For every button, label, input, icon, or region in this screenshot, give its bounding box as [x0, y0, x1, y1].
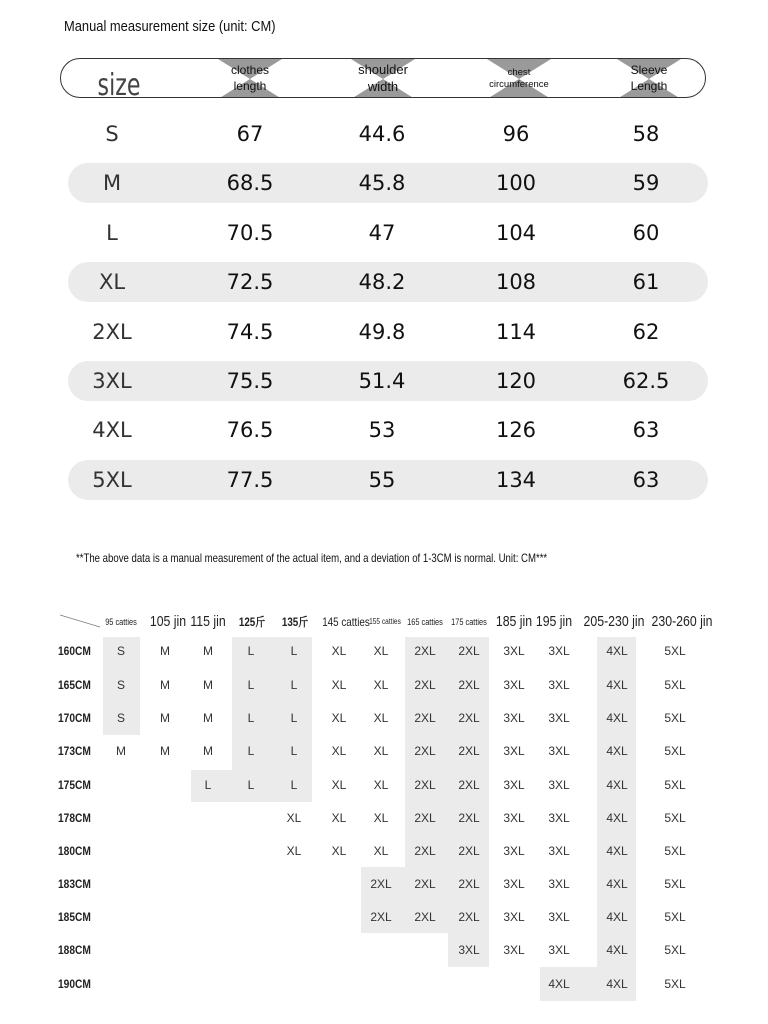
grid-size-cell: 3XL: [503, 711, 525, 725]
grid-size-cell: 2XL: [414, 844, 436, 858]
grid-size-cell: M: [203, 644, 213, 658]
header-underline: [147, 97, 687, 98]
height-label: 178CM: [58, 811, 91, 825]
grid-size-cell: L: [290, 678, 298, 692]
measurement-cell-sleeve: 60: [632, 220, 660, 245]
grid-size-cell: 2XL: [370, 877, 392, 891]
grid-size-cell: 3XL: [503, 678, 525, 692]
grid-size-cell: 2XL: [414, 678, 436, 692]
measurement-cell-sleeve: 63: [632, 418, 660, 443]
grid-size-cell: 5XL: [664, 811, 686, 825]
height-label: 188CM: [58, 943, 91, 957]
grid-size-cell: 2XL: [458, 678, 480, 692]
grid-size-cell: 4XL: [548, 977, 570, 991]
measurement-cell-sleeve: 59: [632, 171, 660, 196]
measurement-cell-size: S: [105, 122, 119, 146]
grid-size-cell: 5XL: [664, 744, 686, 758]
grid-size-cell: 2XL: [458, 644, 480, 658]
header-clothes-length-line1: clothes: [230, 63, 270, 78]
grid-size-cell: XL: [331, 644, 347, 658]
weight-header: 105 jin: [149, 613, 187, 630]
measurement-cell-length: 68.5: [226, 171, 274, 196]
measurement-cell-shoulder: 49.8: [358, 319, 406, 344]
measurement-cell-shoulder: 53: [368, 418, 396, 443]
grid-size-cell: M: [160, 711, 170, 725]
weight-header: 135斤: [281, 615, 309, 629]
grid-size-cell: 2XL: [414, 778, 436, 792]
measurement-cell-sleeve: 62.5: [622, 369, 670, 393]
grid-size-cell: 4XL: [606, 811, 628, 825]
grid-size-cell: L: [247, 778, 255, 792]
grid-size-cell: M: [160, 678, 170, 692]
measurement-cell-size: L: [106, 220, 118, 245]
grid-size-cell: XL: [373, 844, 389, 858]
measurement-cell-sleeve: 61: [632, 270, 660, 295]
measurement-cell-sleeve: 58: [632, 122, 660, 146]
grid-size-cell: M: [203, 678, 213, 692]
header-sleeve-line1: Sleeve: [630, 63, 668, 78]
header-sleeve-length: [609, 59, 689, 98]
grid-size-cell: M: [160, 644, 170, 658]
measurement-cell-chest: 100: [495, 171, 537, 196]
grid-size-cell: S: [116, 644, 125, 658]
header-sleeve-line2: Length: [630, 79, 668, 93]
height-label: 160CM: [58, 644, 91, 658]
grid-size-cell: 3XL: [548, 778, 570, 792]
measurement-cell-chest: 104: [495, 220, 537, 245]
measurement-row: [68, 114, 708, 154]
measurement-cell-length: 70.5: [226, 220, 274, 245]
grid-size-cell: 4XL: [606, 910, 628, 924]
measurement-row: [68, 163, 708, 203]
grid-size-cell: M: [203, 711, 213, 725]
grid-size-cell: 2XL: [458, 844, 480, 858]
grid-size-cell: 2XL: [458, 778, 480, 792]
weight-header: 185 jin: [495, 613, 533, 630]
grid-size-cell: 3XL: [503, 811, 525, 825]
grid-size-cell: 4XL: [606, 778, 628, 792]
grid-size-cell: XL: [373, 778, 389, 792]
grid-size-cell: 5XL: [664, 711, 686, 725]
grid-size-cell: 3XL: [503, 877, 525, 891]
grid-size-cell: 3XL: [503, 943, 525, 957]
measurement-row: [68, 410, 708, 450]
grid-size-cell: 3XL: [503, 644, 525, 658]
grid-size-cell: 3XL: [503, 778, 525, 792]
grid-size-cell: 5XL: [664, 943, 686, 957]
weight-header: 115 jin: [190, 613, 226, 630]
grid-size-cell: 3XL: [548, 644, 570, 658]
weight-header: 165 catties: [407, 617, 443, 627]
grid-size-cell: XL: [331, 811, 347, 825]
grid-size-cell: XL: [373, 678, 389, 692]
weight-header: 205-230 jin: [583, 613, 645, 630]
height-label: 190CM: [58, 977, 91, 991]
measurement-note: **The above data is a manual measurement of the actual item, and a deviation of 1-3CM is normal. Unit: CM***: [76, 551, 548, 565]
grid-size-cell: XL: [331, 711, 347, 725]
grid-size-cell: 3XL: [548, 744, 570, 758]
grid-size-cell: 4XL: [606, 744, 628, 758]
grid-size-cell: XL: [331, 744, 347, 758]
grid-size-cell: 3XL: [503, 910, 525, 924]
weight-header: 125斤: [238, 615, 266, 629]
grid-size-cell: XL: [331, 778, 347, 792]
measurement-cell-shoulder: 47: [368, 220, 396, 245]
page-title: Manual measurement size (unit: CM): [64, 18, 276, 35]
grid-size-cell: 5XL: [664, 977, 686, 991]
grid-size-cell: 2XL: [414, 711, 436, 725]
grid-size-cell: L: [204, 778, 212, 792]
measurement-cell-shoulder: 45.8: [358, 171, 406, 196]
grid-size-cell: L: [247, 711, 255, 725]
measurement-cell-length: 75.5: [226, 369, 274, 393]
height-label: 185CM: [58, 910, 91, 924]
grid-size-cell: XL: [373, 811, 389, 825]
grid-size-cell: L: [247, 744, 255, 758]
grid-size-cell: 5XL: [664, 844, 686, 858]
grid-size-cell: 3XL: [548, 678, 570, 692]
grid-size-cell: XL: [373, 644, 389, 658]
height-label: 170CM: [58, 711, 91, 725]
height-label: 165CM: [58, 678, 91, 692]
grid-size-cell: 2XL: [370, 910, 392, 924]
grid-size-cell: 2XL: [414, 877, 436, 891]
weight-header: 175 catties: [451, 617, 487, 627]
measurement-cell-size: 5XL: [92, 467, 132, 492]
grid-size-cell: 3XL: [503, 744, 525, 758]
measurement-row: [68, 312, 708, 352]
grid-size-cell: XL: [373, 744, 389, 758]
height-label: 183CM: [58, 877, 91, 891]
size-table-header: [60, 58, 706, 98]
measurement-cell-chest: 108: [495, 270, 537, 295]
measurement-row: [68, 262, 708, 302]
header-clothes-length: [210, 59, 290, 98]
measurement-cell-length: 74.5: [226, 319, 274, 344]
grid-size-cell: XL: [331, 844, 347, 858]
grid-size-cell: 5XL: [664, 678, 686, 692]
grid-size-cell: 4XL: [606, 877, 628, 891]
measurement-cell-size: 4XL: [92, 418, 132, 443]
grid-size-cell: 5XL: [664, 644, 686, 658]
grid-size-cell: XL: [331, 678, 347, 692]
header-shoulder-width: [343, 59, 423, 98]
measurement-cell-size: 2XL: [92, 319, 132, 344]
grid-size-cell: 5XL: [664, 877, 686, 891]
header-shoulder-width-line1: shoulder: [358, 62, 408, 78]
measurement-cell-size: XL: [98, 270, 126, 295]
measurement-cell-shoulder: 51.4: [358, 369, 406, 393]
grid-size-cell: M: [160, 744, 170, 758]
grid-size-cell: 4XL: [606, 844, 628, 858]
grid-size-cell: 2XL: [414, 744, 436, 758]
measurement-cell-chest: 114: [495, 319, 537, 344]
grid-size-cell: 2XL: [458, 910, 480, 924]
measurement-cell-sleeve: 62: [632, 319, 660, 344]
grid-size-cell: L: [290, 744, 298, 758]
measurement-cell-sleeve: 63: [632, 467, 660, 492]
grid-size-cell: 2XL: [458, 711, 480, 725]
measurement-cell-length: 77.5: [226, 467, 274, 492]
measurement-cell-shoulder: 48.2: [358, 270, 406, 295]
grid-size-cell: L: [247, 644, 255, 658]
measurement-cell-length: 76.5: [226, 418, 274, 443]
grid-size-cell: 5XL: [664, 778, 686, 792]
measurement-row: [68, 361, 708, 401]
grid-size-cell: L: [290, 644, 298, 658]
grid-size-cell: 3XL: [548, 711, 570, 725]
grid-size-cell: 3XL: [548, 811, 570, 825]
header-chest-line2: circumference: [489, 79, 549, 90]
grid-size-cell: 3XL: [458, 943, 480, 957]
weight-header: 95 catties: [105, 617, 137, 627]
grid-size-cell: XL: [286, 811, 302, 825]
grid-size-cell: 5XL: [664, 910, 686, 924]
measurement-cell-chest: 96: [502, 122, 530, 146]
weight-header: 195 jin: [535, 613, 573, 630]
grid-size-cell: 3XL: [503, 844, 525, 858]
measurement-cell-size: 3XL: [92, 369, 132, 393]
weight-header: 230-260 jin: [651, 613, 713, 630]
grid-size-cell: 4XL: [606, 644, 628, 658]
grid-size-cell: M: [203, 744, 213, 758]
grid-size-cell: 2XL: [414, 811, 436, 825]
grid-size-cell: L: [290, 711, 298, 725]
weight-header: 145 catties: [322, 615, 370, 629]
grid-size-cell: L: [247, 678, 255, 692]
header-size: size: [97, 67, 141, 98]
grid-size-cell: 2XL: [458, 877, 480, 891]
grid-size-cell: 3XL: [548, 910, 570, 924]
height-label: 175CM: [58, 778, 91, 792]
grid-size-cell: XL: [286, 844, 302, 858]
measurement-cell-shoulder: 55: [368, 467, 396, 492]
header-clothes-length-line2: length: [233, 79, 267, 93]
measurement-row: [68, 460, 708, 500]
grid-size-cell: 2XL: [458, 811, 480, 825]
measurement-cell-chest: 126: [495, 418, 537, 443]
measurement-cell-chest: 134: [495, 467, 537, 492]
weight-header: 155 catties: [369, 617, 401, 626]
grid-size-cell: 2XL: [414, 644, 436, 658]
measurement-cell-chest: 120: [495, 369, 537, 393]
measurement-cell-length: 67: [236, 122, 264, 146]
grid-size-cell: M: [116, 744, 126, 758]
grid-size-cell: 4XL: [606, 943, 628, 957]
grid-size-cell: 3XL: [548, 844, 570, 858]
grid-size-cell: 4XL: [606, 711, 628, 725]
measurement-cell-shoulder: 44.6: [358, 122, 406, 146]
grid-size-cell: S: [116, 711, 125, 725]
measurement-cell-length: 72.5: [226, 270, 274, 295]
grid-size-cell: XL: [373, 711, 389, 725]
height-label: 173CM: [58, 744, 91, 758]
header-shoulder-width-line2: width: [367, 79, 399, 94]
header-chest-line1: chest: [507, 66, 531, 78]
grid-size-cell: 2XL: [414, 910, 436, 924]
header-chest-circumference: [469, 59, 569, 98]
measurement-cell-size: M: [102, 171, 122, 196]
grid-size-cell: 4XL: [606, 678, 628, 692]
grid-size-cell: S: [116, 678, 125, 692]
height-label: 180CM: [58, 844, 91, 858]
grid-size-cell: 3XL: [548, 877, 570, 891]
grid-size-cell: 4XL: [606, 977, 628, 991]
grid-size-cell: 3XL: [548, 943, 570, 957]
grid-size-cell: 2XL: [458, 744, 480, 758]
measurement-row: [68, 213, 708, 253]
grid-size-cell: L: [290, 778, 298, 792]
